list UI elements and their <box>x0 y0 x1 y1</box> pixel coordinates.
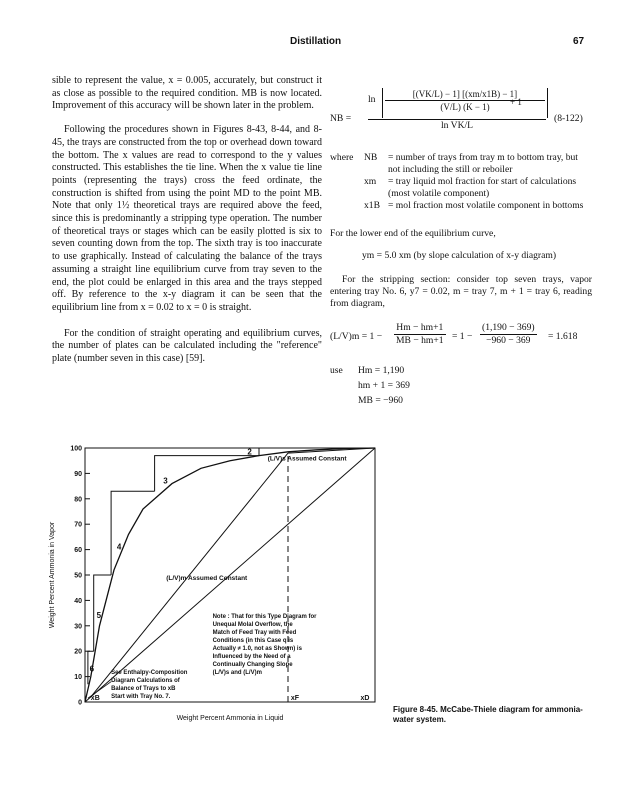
eq-plus-one: + 1 <box>510 97 522 107</box>
paragraph-2: Following the procedures shown in Figures 8-43, 8-44, and 8-45, the trays are constructed from the top or overhead down toward the bottom. The x values are read to correspond to the y values constructed. This establishes the tie line. When the x value tie line points (representing the trays) cross the feed ordinate, the construction is shifted from using the point MD to the point MB. Note that only 1½ theoretical trays are required above the feed, since this is predominantly a stripping type operation. The number of theoretical trays or stages which can be easily plotted is six to seven counting down from the top. The sixth tray is too inaccurate to use graphically. Instead of calculating the balance of the trays assuming a straight line equilibrium curve from tray seven to the end, the plot could be enlarged in this area and the trays stepped off. By reference to the x-y diagram it can be seen that the equilibrium line from x = 0.02 to x = 0 is straight. <box>52 124 322 313</box>
lv-fraction-2 <box>480 322 537 347</box>
tray-label: 5 <box>96 611 102 621</box>
definition-row <box>330 200 592 214</box>
y-tick-label: 30 <box>74 623 82 631</box>
use-label: use <box>330 365 343 376</box>
y-tick-label: 40 <box>74 597 82 605</box>
lv-equation <box>330 322 592 352</box>
note-line: Note : That for this Type Diagram for <box>212 614 317 621</box>
left-column <box>52 75 322 366</box>
use-value: hm + 1 = 369 <box>358 380 410 391</box>
def-symbol: x1B <box>364 200 380 211</box>
y-tick-label: 80 <box>74 496 82 504</box>
eq-ln: ln <box>368 94 376 105</box>
eq-numerator: [(VK/L) − 1] [(xm/x1B) − 1] <box>385 88 545 101</box>
y-tick-label: 100 <box>70 445 82 453</box>
lv-lhs: (L/V)m = 1 − <box>330 331 383 342</box>
def-text: = mol fraction most volatile component in bottoms <box>388 200 584 211</box>
mccabe-thiele-chart <box>40 440 385 725</box>
def-text: = tray liquid mol fraction for start of calculations (most volatile component) <box>388 176 577 199</box>
lower-end-text: For the lower end of the equilibrium curve, <box>330 228 496 239</box>
enthalpy-note-line: Balance of Trays to xB <box>111 686 176 693</box>
note-line: Unequal Molal Overflow, the <box>212 622 293 629</box>
note-line: (L/V)s and (L/V)m <box>212 670 262 677</box>
note-line: Match of Feed Tray with Feed <box>212 630 297 637</box>
xf-label: xF <box>290 695 300 702</box>
paragraph-1: sible to represent the value, x = 0.005, accurately, but construct it as close as possible to the required condition. MB is now located. Improvement of this accuracy will be shown later in the problem. <box>52 75 322 112</box>
lv-result: = 1.618 <box>548 331 578 342</box>
figure-caption: Figure 8-45. McCabe-Thiele diagram for ammonia-water system. <box>393 705 583 724</box>
eq-number: (8-122) <box>554 113 583 124</box>
y-tick-label: 90 <box>74 470 82 478</box>
xb-label: xB <box>90 695 100 702</box>
def-symbol: NB <box>364 152 378 163</box>
y-tick-label: 70 <box>74 521 82 529</box>
lv-fraction-1 <box>394 322 446 347</box>
enthalpy-note-line: Diagram Calculations of <box>111 678 180 685</box>
definitions <box>330 152 592 214</box>
enthalpy-note-line: Start with Tray No. 7. <box>111 694 171 701</box>
y-tick-label: 10 <box>74 674 82 682</box>
enthalpy-note-line: See Enthalpy-Composition <box>111 670 188 677</box>
y-tick-label: 60 <box>74 547 82 555</box>
eq-num-denominator: (V/L) (K − 1) <box>440 102 490 112</box>
note-line: Actually ≠ 1.0, not as Shown) is <box>212 646 302 653</box>
label-ls-assumed-constant: (L/V)s Assumed Constant <box>267 455 347 463</box>
tray-label: 6 <box>89 664 95 674</box>
paragraph-3: For the condition of straight operating and equilibrium curves, the number of plates can be calculated including the "reference" plate (number seven in this case) [59]. <box>52 327 322 365</box>
y-tick-label: 50 <box>74 572 82 580</box>
where-label: where <box>330 152 354 163</box>
ym-equation: ym = 5.0 xm (by slope calculation of x-y diagram) <box>362 250 557 261</box>
note-line: Conditions (in this Case q is <box>212 638 294 645</box>
y-tick-label: 0 <box>78 699 82 707</box>
use-value: MB = −960 <box>358 395 403 406</box>
def-text: = number of trays from tray m to bottom tray, but not including the still or reboiler <box>388 152 578 175</box>
lv-frac1-numerator: Hm − hm+1 <box>394 322 446 335</box>
xd-label: xD <box>360 695 370 702</box>
y-axis-label: Weight Percent Ammonia in Vapor <box>49 521 56 629</box>
tray-label: 2 <box>247 447 252 457</box>
eq-denominator: ln VK/L <box>368 119 546 132</box>
eq-bracket <box>382 88 548 118</box>
running-header: Distillation <box>290 36 342 47</box>
x-axis-label: Weight Percent Ammonia in Liquid <box>176 715 284 722</box>
tray-label: 4 <box>116 542 122 552</box>
definition-row <box>330 176 592 200</box>
definition-row <box>330 152 592 176</box>
label-lm-assumed-constant: (L/V)m Assumed Constant <box>166 575 248 583</box>
note-line: Continually Changing Slope <box>212 662 293 669</box>
lv-frac2-denominator: −960 − 369 <box>486 335 531 346</box>
lv-frac1-denominator: MB − hm+1 <box>396 335 444 346</box>
stripping-text: For the stripping section: consider top seven trays, vapor entering tray No. 6, y7 = 0.02, m = tray 7, m + 1 = tray 6, reading from diagram, <box>330 274 592 309</box>
y-tick-label: 20 <box>74 648 82 656</box>
page-number: 67 <box>573 36 585 47</box>
use-value: Hm = 1,190 <box>358 365 405 376</box>
def-symbol: xm <box>364 176 377 187</box>
lv-mid: = 1 − <box>452 331 473 342</box>
note-line: Influenced by the Need of a <box>212 654 291 661</box>
tray-label: 3 <box>163 476 168 486</box>
lv-frac2-numerator: (1,190 − 369) <box>482 322 535 333</box>
eq-lhs: NB = <box>330 113 352 124</box>
